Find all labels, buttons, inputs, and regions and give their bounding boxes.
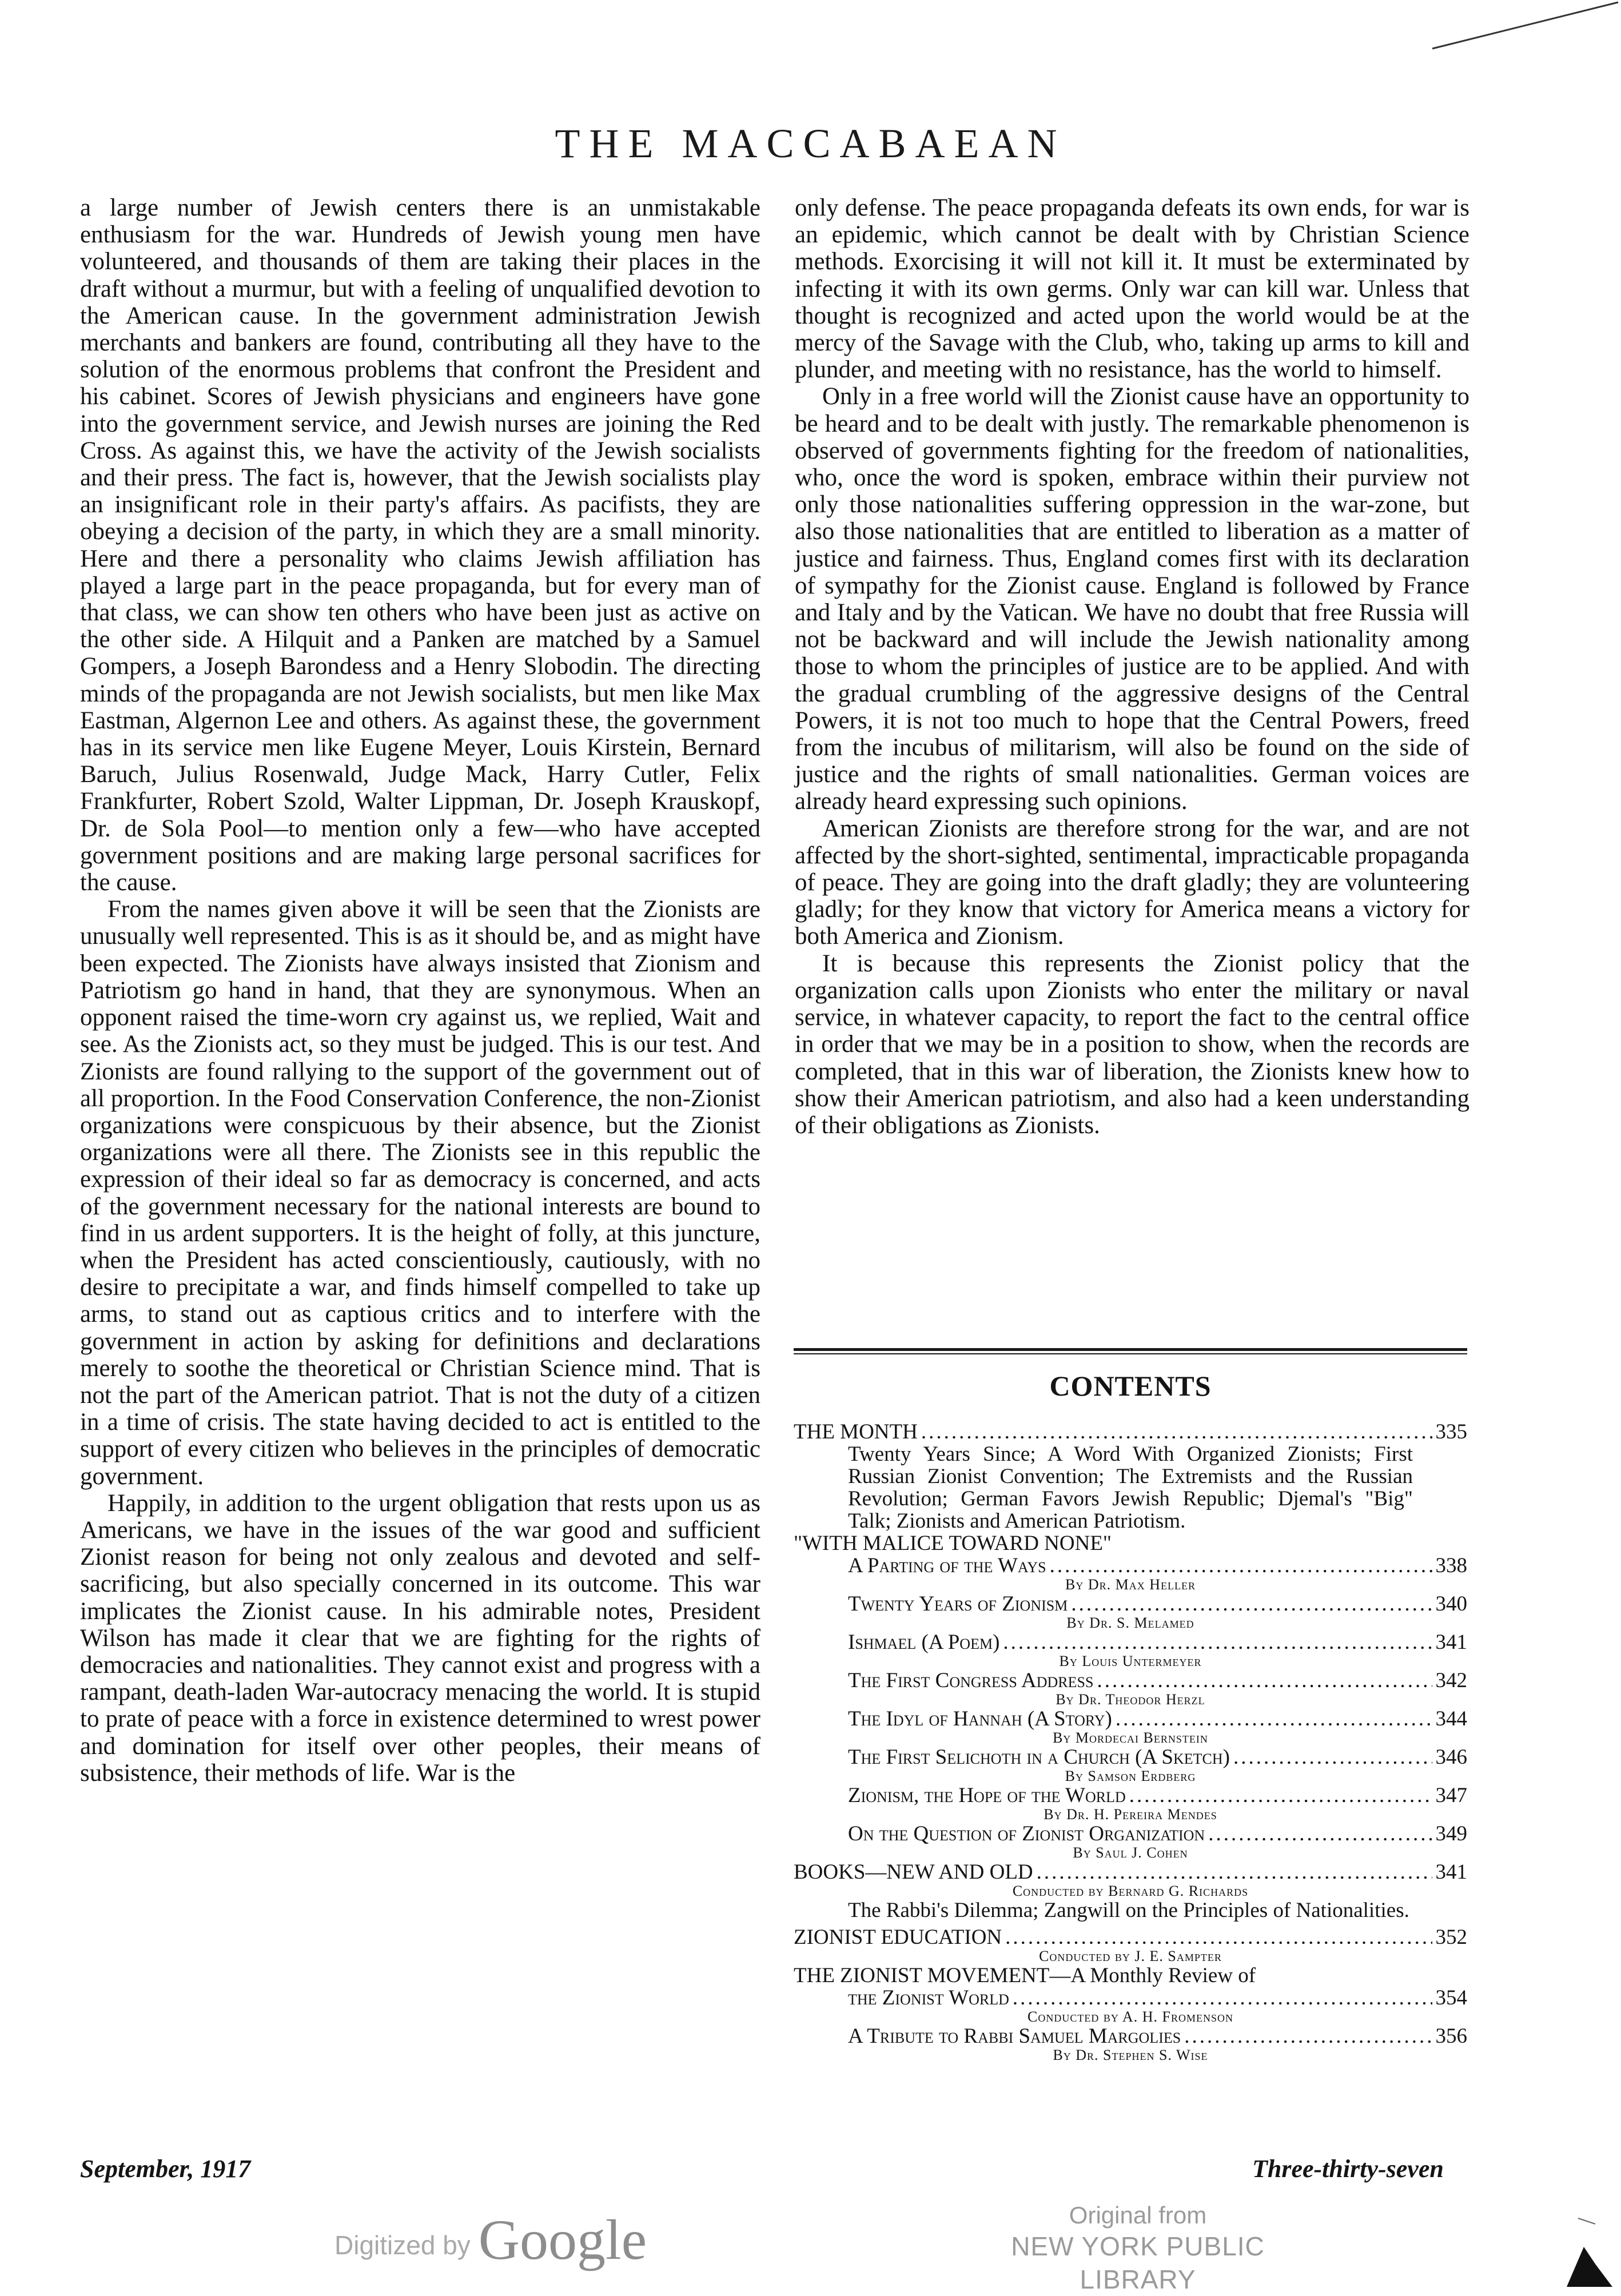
- toc-leader: [1097, 1669, 1432, 1692]
- toc-page: 344: [1435, 1707, 1467, 1731]
- toc-entry: [794, 1784, 1467, 1807]
- paragraph: American Zionists are therefore strong for the war, and are not affected by the short-sighted, sentimental, impracticable propaganda of peace. They are going into the draft gladly; they are volunteering gladly; for they know that victory for America means a victory for both America and Zionism.: [795, 815, 1469, 950]
- toc-section-heading: [794, 1532, 1467, 1554]
- contents-divider: [794, 1348, 1467, 1354]
- toc-page: 349: [1435, 1822, 1467, 1845]
- toc-title: ZIONIST EDUCATION: [794, 1926, 1002, 1949]
- toc-title: The First Congress Address: [848, 1669, 1094, 1692]
- google-logo: Google: [478, 2208, 647, 2271]
- toc-title: On the Question of Zionist Organization: [848, 1822, 1205, 1845]
- source-line-2: NEW YORK PUBLIC LIBRARY: [1011, 2231, 1265, 2294]
- toc-leader: [1050, 1554, 1432, 1577]
- toc-page: 338: [1435, 1554, 1467, 1577]
- source-credit: [966, 2201, 1309, 2296]
- toc-title: the Zionist World: [848, 1986, 1009, 2010]
- toc-entry: [794, 2025, 1467, 2047]
- paragraph: From the names given above it will be seen that the Zionists are unusually well represented. This is as it should be, and as might have been expected. The Zionists have always insisted that Zionism and Patriotism go hand in hand, that they are synonymous. When an opponent raised the time-worn cry against us, we replied, Wait and see. As the Zionists act, so they must be judged. This is our test. And Zionists are found rallying to the support of the government out of all proportion. In the Food Conservation Conference, the non-Zionist organizations were conspicuous by their absence, but the Zionist organizations were all there. The Zionists see in this republic the expression of their ideal so far as democracy is concerned, and acts of the government necessary for the national interests are bound to find in us ardent supporters. It is the height of folly, at this juncture, when the President has acted conscientiously, cautiously, with no desire to precipitate a war, and finds himself compelled to take up arms, to stand out as captious critics and to interfere with the government in action by asking for definitions and declarations merely to soothe the theoretical or Christian Science mind. That is not the part of the American patriot. That is not the duty of a citizen in a time of crisis. The state having decided to act is entitled to the support of every citizen who believes in the principles of democratic government.: [80, 896, 760, 1490]
- page-number: Three-thirty-seven: [1252, 2155, 1444, 2183]
- toc-title: Zionism, the Hope of the World: [848, 1784, 1126, 1807]
- issue-date: September, 1917: [80, 2155, 251, 2183]
- toc-leader: [1233, 1746, 1432, 1768]
- toc-page: 335: [1435, 1420, 1467, 1444]
- toc-title: BOOKS—NEW AND OLD: [794, 1860, 1033, 1884]
- toc-entry: [794, 1823, 1467, 1845]
- toc-author: By Samson Erdberg: [1065, 1768, 1196, 1784]
- scan-line-mark: [1429, 0, 1621, 51]
- contents-heading: CONTENTS: [1049, 1370, 1212, 1402]
- toc-author: By Saul J. Cohen: [1073, 1844, 1188, 1861]
- toc-leader: [1129, 1784, 1432, 1807]
- toc-page: 354: [1435, 1986, 1467, 2010]
- toc-title: THE MONTH: [794, 1420, 918, 1444]
- toc-author: By Dr. S. Melamed: [1066, 1615, 1194, 1631]
- toc-section-heading: [794, 1964, 1467, 1987]
- toc-leader: [921, 1421, 1432, 1443]
- toc-page: 341: [1435, 1631, 1467, 1654]
- right-column: [795, 194, 1469, 1139]
- toc-author: Conducted by J. E. Sampter: [1039, 1948, 1222, 1964]
- toc-entry: [794, 1631, 1467, 1653]
- toc-leader: [1116, 1708, 1432, 1730]
- toc-author: By Dr. H. Pereira Mendes: [1044, 1806, 1217, 1823]
- toc-page: 356: [1435, 2024, 1467, 2048]
- toc-entry: [794, 1421, 1467, 1443]
- digitized-prefix: Digitized by: [334, 2230, 471, 2260]
- toc-leader: [1005, 1926, 1432, 1948]
- paragraph: Happily, in addition to the urgent obligation that rests upon us as Americans, we have in the issues of the war good and sufficient Zionist reason for being not only zealous and devoted and self-sacrificing, but also specially concerned in its outcome. This war implicates the Zionist cause. In his admirable notes, President Wilson has made it clear that we are fighting for the rights of democracies and nationalities. They cannot exist and progress with a rampant, death-laden War-autocracy menacing the world. It is stupid to prate of peace with a force in existence determined to wrest power and domination for itself over other peoples, their means of subsistence, their methods of life. War is the: [80, 1489, 760, 1787]
- toc-page: 346: [1435, 1745, 1467, 1769]
- toc-entry: [794, 1554, 1467, 1577]
- toc-leader: [1071, 1593, 1432, 1615]
- toc-author: By Louis Untermeyer: [1059, 1653, 1202, 1669]
- toc-title: The Idyl of Hannah (A Story): [848, 1707, 1112, 1731]
- toc-entry: [794, 1669, 1467, 1692]
- contents-list: [794, 1421, 1467, 2063]
- toc-page: 341: [1435, 1860, 1467, 1884]
- toc-leader: [1013, 1987, 1432, 2009]
- toc-description: The Rabbi's Dilemma; Zangwill on the Principles of Nationalities.: [848, 1899, 1409, 1922]
- toc-title: Ishmael (A Poem): [848, 1631, 1000, 1654]
- toc-entry: [794, 1708, 1467, 1730]
- toc-leader: [1208, 1823, 1432, 1845]
- toc-author: By Mordecai Bernstein: [1053, 1729, 1208, 1746]
- toc-entry: [794, 1926, 1467, 1948]
- toc-leader: [1003, 1631, 1432, 1653]
- paragraph: It is because this represents the Zionist policy that the organization calls upon Zionists who enter the military or naval service, in whatever capacity, to report the fact to the central office in order that we may be in a position to show, when the records are completed, that in this war of liberation, the Zionists knew how to show their American patriotism, and also had a keen understanding of their obligations as Zionists.: [795, 950, 1469, 1139]
- toc-title: A Parting of the Ways: [848, 1554, 1046, 1577]
- masthead-title: THE MACCABAEAN: [555, 121, 1066, 166]
- toc-entry: [794, 1746, 1467, 1768]
- paragraph: Only in a free world will the Zionist cause have an opportunity to be heard and to be dealt with justly. The remarkable phenomenon is observed of governments fighting for the freedom of nationalities, who, once the word is spoken, embrace within their purview not only those nationalities suffering oppression in the war-zone, but also those nationalities that are entitled to liberation as a matter of justice and fairness. Thus, England comes first with its declaration of sympathy for the Zionist cause. England is followed by France and Italy and by the Vatican. We have no doubt that free Russia will not be backward and will include the Jewish nationality among those to whom the principles of justice are to be applied. And with the gradual crumbling of the aggressive designs of the Central Powers, it is not too much to hope that the Central Powers, freed from the incubus of militarism, will also be found on the side of justice and the rights of small nationalities. German voices are already heard expressing such opinions.: [795, 383, 1469, 815]
- toc-author: Conducted by A. H. Fromenson: [1027, 2008, 1233, 2025]
- toc-author: Conducted by Bernard G. Richards: [1012, 1883, 1249, 1899]
- toc-page: 340: [1435, 1592, 1467, 1616]
- toc-description: Twenty Years Since; A Word With Organized Zionists; First Russian Zionist Convention; The Extremists and the Russian Revolution; German Favors Jewish Republic; Djemal's "Big" Talk; Zionists and American Patriotism.: [848, 1442, 1413, 1533]
- toc-title: "WITH MALICE TOWARD NONE": [794, 1532, 1112, 1555]
- toc-title: Twenty Years of Zionism: [848, 1592, 1068, 1616]
- toc-author: By Dr. Max Heller: [1065, 1576, 1196, 1593]
- toc-title: THE ZIONIST MOVEMENT—A Monthly Review of: [794, 1964, 1256, 1987]
- paragraph: only defense. The peace propaganda defeats its own ends, for war is an epidemic, which cannot be dealt with by Christian Science methods. Exorcising it will not kill it. It must be exterminated by infecting it with its own germs. Only war can kill war. Unless that thought is recognized and acted upon the world would be at the mercy of the Savage with the Club, who, taking up arms to kill and plunder, and meeting with no resistance, has the world to himself.: [795, 194, 1469, 384]
- toc-page: 352: [1435, 1926, 1467, 1949]
- toc-title: A Tribute to Rabbi Samuel Margolies: [848, 2024, 1181, 2048]
- paragraph: a large number of Jewish centers there is an unmistakable enthusiasm for the war. Hundreds of Jewish young men have volunteered, and thousands of them are taking their places in the draft without a murmur, but with a feeling of unqualified devotion to the American cause. In the government administration Jewish merchants and bankers are found, contributing all they have to the solution of the enormous problems that confront the President and his cabinet. Scores of Jewish physicians and engineers have gone into the government service, and Jewish nurses are joining the Red Cross. As against this, we have the activity of the Jewish socialists and their press. The fact is, however, that the Jewish socialists play an insignificant role in their party's affairs. As pacifists, they are obeying a decision of the party, in which they are a small minority. Here and there a personality who claims Jewish affiliation has played a large part in the peace propaganda, but for every man of that class, we can show ten others who have been just as active on the other side. A Hilquit and a Panken are matched by a Samuel Gompers, a Joseph Barondess and a Henry Slobodin. The directing minds of the propaganda are not Jewish socialists, but men like Max Eastman, Algernon Lee and others. As against these, the government has in its service men like Eugene Meyer, Louis Kirstein, Bernard Baruch, Julius Rosenwald, Judge Mack, Harry Cutler, Felix Frankfurter, Robert Szold, Walter Lippman, Dr. Joseph Krauskopf, Dr. de Sola Pool—to mention only a few—who have accepted government positions and are making large personal sacrifices for the cause.: [80, 194, 760, 896]
- toc-author: By Dr. Stephen S. Wise: [1053, 2047, 1208, 2063]
- toc-entry: [794, 1593, 1467, 1615]
- toc-entry: [794, 1861, 1467, 1883]
- toc-page: 347: [1435, 1784, 1467, 1807]
- left-column: [80, 194, 760, 1787]
- digitized-credit: [334, 2207, 647, 2273]
- toc-entry: [794, 1987, 1467, 2009]
- scan-corner-mark: [1544, 2207, 1621, 2287]
- toc-article-list: [794, 1554, 1467, 1861]
- toc-leader: [1184, 2025, 1432, 2047]
- toc-title: The First Selichoth in a Church (A Sketch): [848, 1745, 1230, 1769]
- toc-leader: [1037, 1861, 1432, 1883]
- toc-author: By Dr. Theodor Herzl: [1056, 1691, 1205, 1708]
- source-line-1: Original from: [1069, 2202, 1207, 2229]
- toc-page: 342: [1435, 1669, 1467, 1692]
